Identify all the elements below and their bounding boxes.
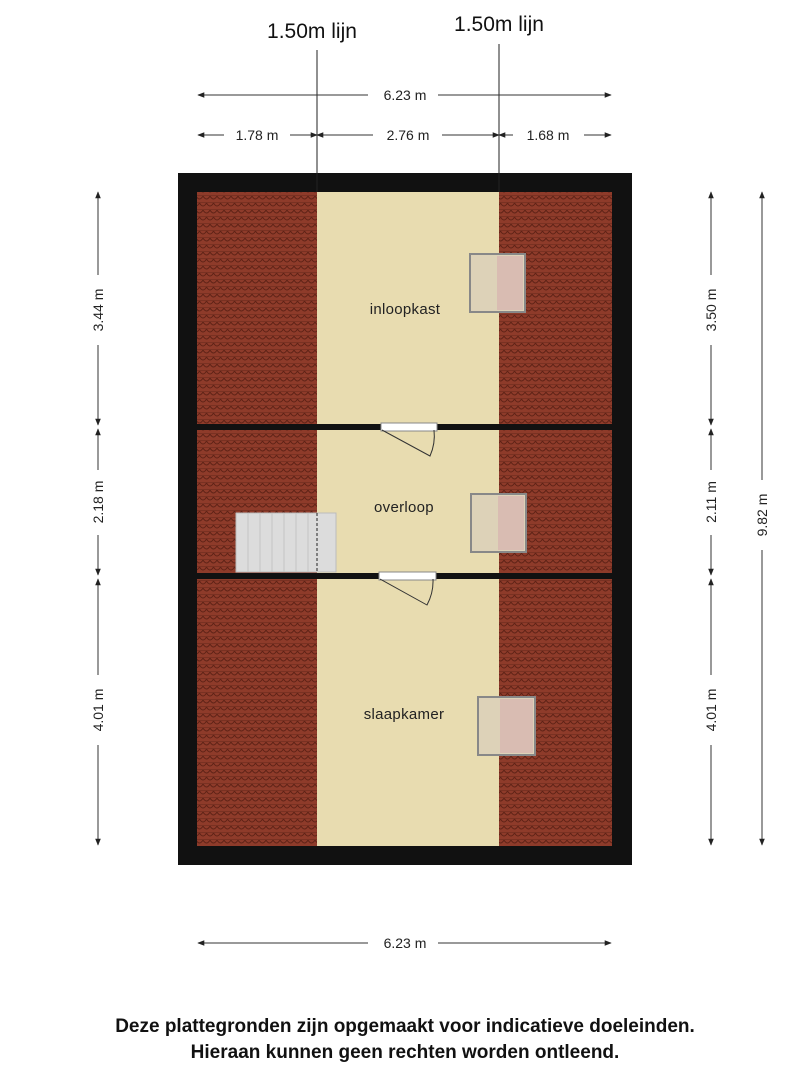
room-label-overloop: overloop [374,499,434,516]
line-150m-right-label: 1.50m lijn [454,13,544,36]
dim-right-3: 4.01 m [703,688,719,732]
skylight-overloop [471,494,526,552]
dim-right-total: 9.82 m [754,493,770,537]
skylight-inloopkast [470,254,525,312]
dim-left-1: 3.44 m [90,288,106,332]
dim-right-1: 3.50 m [703,288,719,332]
dim-right-total-group [754,192,770,845]
room-label-inloopkast: inloopkast [369,301,441,318]
dim-top-left: 1.78 m [235,127,279,143]
staircase [236,513,336,572]
line-150m-left-label: 1.50m lijn [267,20,357,43]
dim-left-3-group [90,579,106,845]
room-label-slaapkamer: slaapkamer [363,706,445,723]
dim-left-3: 4.01 m [90,688,106,732]
dim-left-2-group [90,429,106,575]
dim-right-2: 2.11 m [703,481,719,523]
skylight-slaapkamer [478,697,535,755]
dim-top-mid: 2.76 m [386,127,430,143]
dim-bottom-total: 6.23 m [383,935,427,951]
disclaimer-line-1: Deze plattegronden zijn opgemaakt voor indicatieve doeleinden. [115,1016,695,1037]
dim-right-2-group [703,429,719,575]
disclaimer-line-2: Hieraan kunnen geen rechten worden ontleend. [190,1042,620,1063]
dim-right-1-group [703,192,719,425]
dim-left-2: 2.18 m [90,480,106,524]
dim-top-total: 6.23 m [383,87,427,103]
dim-top-right: 1.68 m [526,127,570,143]
door-opening-lower [379,572,436,580]
dim-right-3-group [703,579,719,845]
dim-left-1-group [90,192,106,425]
door-opening-upper [381,423,437,431]
